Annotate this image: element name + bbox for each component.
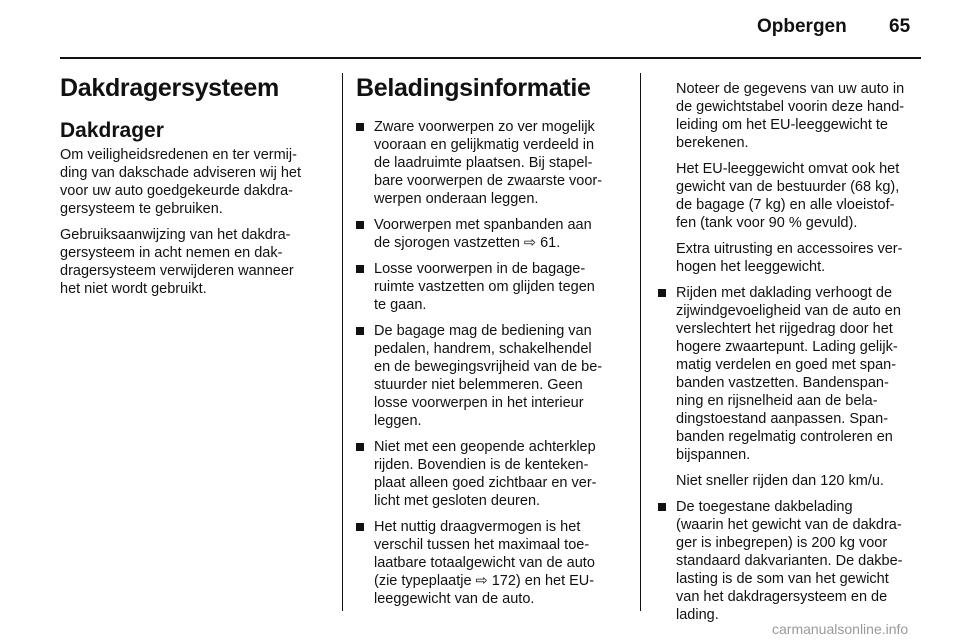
paragraph: Noteer de gegevens van uw auto in de gewichtstabel voorin deze hand- leiding om het EU-leeggewicht te berekenen. bbox=[676, 81, 905, 151]
square-bullet-icon bbox=[356, 221, 364, 229]
column-divider-left bbox=[342, 73, 343, 611]
list-item: Voorwerpen met spanbanden aan de sjorogen vastzetten ⇨ 61. bbox=[356, 216, 622, 252]
column-2 bbox=[356, 72, 622, 616]
column-1 bbox=[60, 72, 332, 306]
list-item: Rijden met daklading verhoogt de zijwindgevoeligheid van de auto en verslechtert het rijgedrag door het hogere zwaartepunt. Lading gelijk- matig verdelen en goed met span- banden vastzetten. Bandenspan- ning en rijsnelheid aan de bela- dingstoestand aanpassen. Span- banden regelmatig controleren en bijspannen. Niet sneller rijden dan 120 km/u. bbox=[658, 284, 924, 490]
heading-beladingsinformatie: Beladingsinformatie bbox=[356, 74, 591, 102]
page-number: 65 bbox=[889, 16, 911, 37]
bullet-list bbox=[658, 284, 924, 624]
square-bullet-icon bbox=[356, 327, 364, 335]
square-bullet-icon bbox=[356, 443, 364, 451]
section-title: Opbergen bbox=[757, 16, 847, 37]
square-bullet-icon bbox=[356, 265, 364, 273]
square-bullet-icon bbox=[356, 123, 364, 131]
square-bullet-icon bbox=[658, 503, 666, 511]
paragraph: Het EU-leeggewicht omvat ook het gewicht van de bestuurder (68 kg), de bagage (7 kg) en alle vloeistof- fen (tank voor 90 % gevuld). bbox=[676, 161, 900, 231]
watermark-link[interactable]: carmanualsonline.info bbox=[772, 621, 909, 637]
list-item: Zware voorwerpen zo ver mogelijk vooraan en gelijkmatig verdeeld in de laadruimte plaatsen. Bij stapel- bare voorwerpen de zwaarste voor- werpen onderaan leggen. bbox=[356, 118, 622, 208]
square-bullet-icon bbox=[356, 523, 364, 531]
paragraph: Om veiligheidsredenen en ter vermij- ding van dakschade adviseren wij het voor uw auto goedgekeurde dakdra- gersysteem te gebruiken. bbox=[60, 147, 302, 217]
paragraph: Gebruiksaanwijzing van het dakdra- gersysteem in acht nemen en dak- dragersysteem verwijderen wanneer het niet wordt gebruikt. bbox=[60, 227, 294, 297]
list-item: Losse voorwerpen in de bagage- ruimte vastzetten om glijden tegen te gaan. bbox=[356, 260, 622, 314]
header-rule bbox=[60, 57, 921, 59]
list-item: Het nuttig draagvermogen is het verschil tussen het maximaal toe- laatbare totaalgewicht van de auto (zie typeplaatje ⇨ 172) en het EU- leeggewicht van de auto. bbox=[356, 518, 622, 608]
subheading-dakdrager: Dakdrager bbox=[60, 119, 164, 142]
column-3 bbox=[658, 80, 924, 632]
bullet-followup: Niet sneller rijden dan 120 km/u. bbox=[676, 473, 884, 489]
column-divider-right bbox=[640, 73, 641, 611]
list-item: De toegestane dakbelading (waarin het gewicht van de dakdra- ger is inbegrepen) is 200 kg voor standaard dakvarianten. De dakbe- lasting is de som van het gewicht van het dakdragersysteem en de lading. bbox=[658, 498, 924, 624]
heading-dakdragersysteem: Dakdragersysteem bbox=[60, 74, 279, 102]
square-bullet-icon bbox=[658, 289, 666, 297]
paragraph: Extra uitrusting en accessoires ver- hogen het leeggewicht. bbox=[676, 241, 903, 275]
list-item: Niet met een geopende achterklep rijden. Bovendien is de kenteken- plaat alleen goed zichtbaar en ver- licht met gesloten deuren. bbox=[356, 438, 622, 510]
list-item: De bagage mag de bediening van pedalen, handrem, schakelhendel en de bewegingsvrijheid van de be- stuurder niet belemmeren. Geen losse voorwerpen in het interieur leggen. bbox=[356, 322, 622, 430]
bullet-list bbox=[356, 118, 622, 608]
